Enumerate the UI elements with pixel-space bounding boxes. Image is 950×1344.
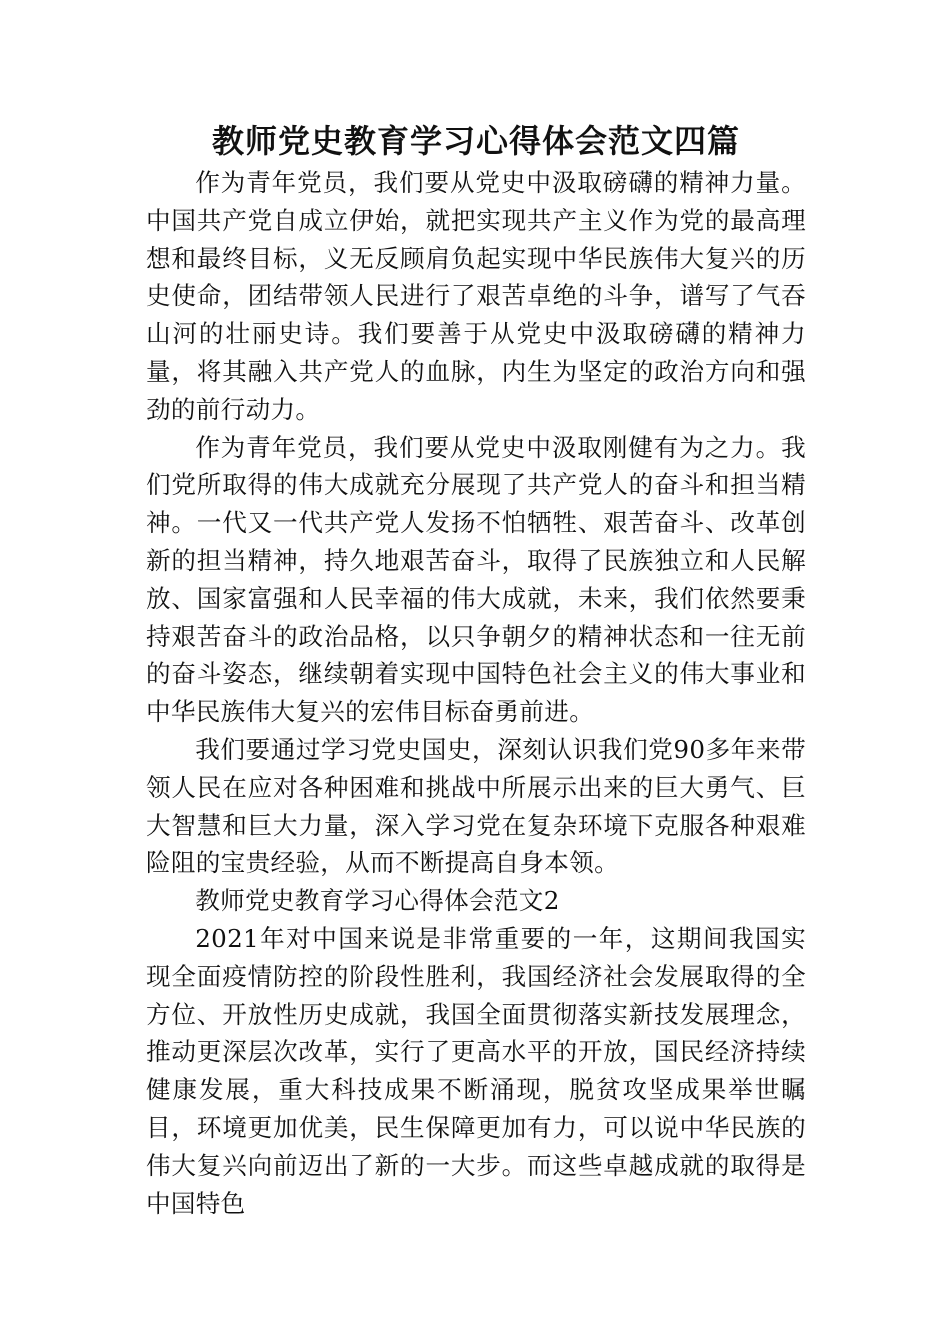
document-page [146, 118, 806, 1222]
section-subheading: 教师党史教育学习心得体会范文2 [195, 886, 560, 916]
paragraph-3: 我们要通过学习党史国史，深刻认识我们党90多年来带领人民在应对各种困难和挑战中所展示出来的巨大勇气、巨大智慧和巨大力量，深入学习党在复杂环境下克服各种艰难险阻的宝贵经验，从而不断提高自身本领。 [146, 734, 806, 878]
paragraph-4: 2021年对中国来说是非常重要的一年，这期间我国实现全面疫情防控的阶段性胜利，我国经济社会发展取得的全方位、开放性历史成就，我国全面贯彻落实新技发展理念，推动更深层次改革，实行了更高水平的开放，国民经济持续健康发展，重大科技成果不断涌现，脱贫攻坚成果举世瞩目，环境更加优美，民生保障更加有力，可以说中华民族的伟大复兴向前迈出了新的一大步。而这些卓越成就的取得是中国特色 [146, 923, 806, 1218]
paragraph-1: 作为青年党员，我们要从党史中汲取磅礴的精神力量。中国共产党自成立伊始，就把实现共产主义作为党的最高理想和最终目标，义无反顾肩负起实现中华民族伟大复兴的历史使命，团结带领人民进行了艰苦卓绝的斗争，谱写了气吞山河的壮丽史诗。我们要善于从党史中汲取磅礴的精神力量，将其融入共产党人的血脉，内生为坚定的政治方向和强劲的前行动力。 [146, 168, 806, 424]
document-title: 教师党史教育学习心得体会范文四篇 [211, 122, 740, 160]
paragraph-2: 作为青年党员，我们要从党史中汲取刚健有为之力。我们党所取得的伟大成就充分展现了共产党人的奋斗和担当精神。一代又一代共产党人发扬不怕牺牲、艰苦奋斗、改革创新的担当精神，持久地艰苦奋斗，取得了民族独立和人民解放、国家富强和人民幸福的伟大成就，未来，我们依然要秉持艰苦奋斗的政治品格，以只争朝夕的精神状态和一往无前的奋斗姿态，继续朝着实现中国特色社会主义的伟大事业和中华民族伟大复兴的宏伟目标奋勇前进。 [146, 432, 806, 727]
